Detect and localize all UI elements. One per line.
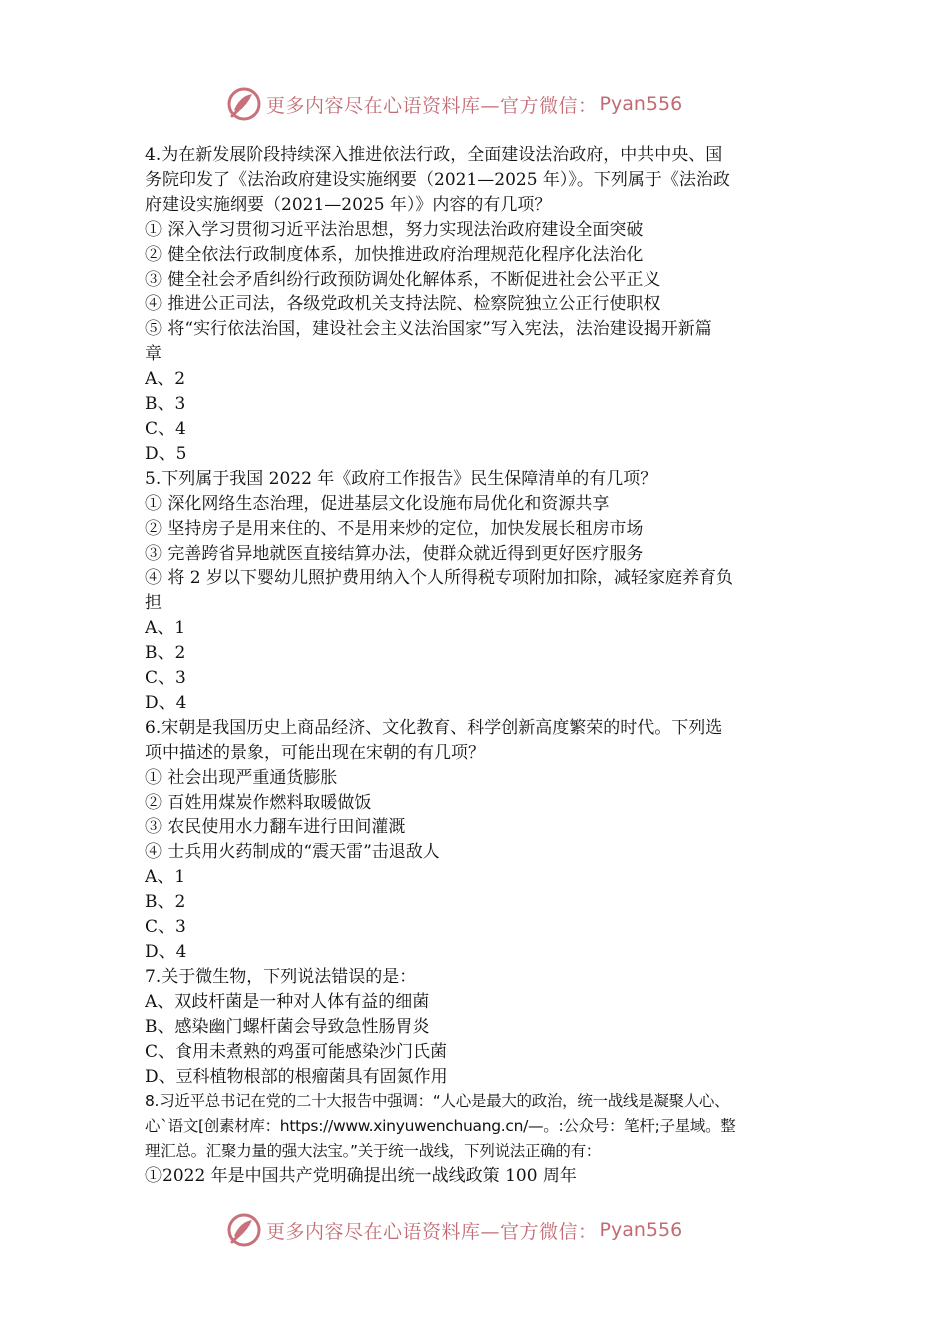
banner-text: 更多内容尽在心语资料库—官方微信： [266, 1220, 598, 1243]
text-line: B、感染幽门螺杆菌会导致急性肠胃炎 [145, 1016, 430, 1037]
text-line: ① 社会出现严重通货膨胀 [145, 767, 338, 788]
pen-logo-icon [226, 86, 262, 122]
text-line: ③ 健全社会矛盾纠纷行政预防调处化解体系，不断促进社会公平正义 [145, 269, 661, 290]
text-line: 6.宋朝是我国历史上商品经济、文化教育、科学创新高度繁荣的时代。下列选 [145, 717, 723, 738]
text-line: B、2 [145, 643, 186, 664]
text-line: 担 [145, 593, 162, 614]
text-line: D、4 [145, 942, 187, 962]
pen-logo-icon [226, 1212, 262, 1248]
text-line: 理汇总。汇聚力量的强大法宝。”关于统一战线，下列说法正确的有： [145, 1142, 601, 1161]
text-line: ② 百姓用煤炭作燃料取暖做饭 [145, 792, 372, 813]
text-line: ③ 农民使用水力翻车进行田间灌溉 [145, 817, 406, 838]
text-line: D、5 [145, 443, 187, 464]
text-line: C、3 [145, 917, 186, 938]
text-line: ② 坚持房子是用来住的、不是用来炒的定位，加快发展长租房市场 [145, 518, 644, 539]
text-line: C、3 [145, 668, 186, 689]
text-line: C、4 [145, 418, 186, 439]
text-line: ④ 将 2 岁以下婴幼儿照护费用纳入个人所得税专项附加扣除，减轻家庭养育负 [145, 568, 734, 589]
header-watermark-banner [226, 84, 682, 124]
document-body [145, 143, 810, 1189]
text-line: ④ 士兵用火药制成的“震天雷”击退敌人 [145, 842, 440, 863]
text-line: B、3 [145, 394, 186, 415]
text-line: ④ 推进公正司法，各级党政机关支持法院、检察院独立公正行使职权 [145, 294, 661, 315]
footer-watermark-banner [226, 1210, 682, 1250]
banner-wechat-id: Pyan556 [599, 1219, 683, 1241]
text-line: A、双歧杆菌是一种对人体有益的细菌 [145, 991, 430, 1012]
text-line: C、食用未煮熟的鸡蛋可能感染沙门氏菌 [145, 1041, 448, 1062]
text-line: A、1 [145, 618, 186, 639]
text-line: B、2 [145, 892, 186, 913]
text-line: A、1 [145, 867, 186, 888]
text-line: D、豆科植物根部的根瘤菌具有固氮作用 [145, 1066, 448, 1087]
text-line: ①2022 年是中国共产党明确提出统一战线政策 100 周年 [145, 1166, 577, 1187]
banner-text: 更多内容尽在心语资料库—官方微信： [266, 94, 598, 117]
text-line: D、4 [145, 692, 187, 713]
text-line: 务院印发了《法治政府建设实施纲要（2021—2025 年）》。下列属于《法治政 [145, 169, 730, 190]
text-line: 4.为在新发展阶段持续深入推进依法行政，全面建设法治政府，中共中央、国 [145, 145, 723, 165]
text-line: ① 深化网络生态治理，促进基层文化设施布局优化和资源共享 [145, 493, 610, 514]
text-line: A、2 [145, 369, 186, 390]
text-line: 项中描述的景象，可能出现在宋朝的有几项？ [145, 742, 485, 763]
text-line: 府建设实施纲要（2021—2025 年）》内容的有几项？ [145, 194, 552, 215]
text-line: ③ 完善跨省异地就医直接结算办法，使群众就近得到更好医疗服务 [145, 543, 644, 564]
text-line: ⑤ 将“实行依法治国，建设社会主义法治国家”写入宪法，法治建设揭开新篇 [145, 319, 712, 340]
text-line: 7.关于微生物，下列说法错误的是： [145, 966, 417, 987]
text-line: 章 [145, 344, 162, 365]
text-line: 心`语文[创素材库：https://www.xinyuwenchuang.cn/—。:公众号：笔杆;子星域。整 [145, 1117, 736, 1136]
text-line: 5.下列属于我国 2022 年《政府工作报告》民生保障清单的有几项？ [145, 468, 658, 489]
text-line: 8.习近平总书记在党的二十大报告中强调：“人心是最大的政治，统一战线是凝聚人心、 [145, 1092, 730, 1111]
text-line: ① 深入学习贯彻习近平法治思想，努力实现法治政府建设全面突破 [145, 219, 644, 240]
banner-wechat-id: Pyan556 [599, 93, 683, 115]
text-line: ② 健全依法行政制度体系，加快推进政府治理规范化程序化法治化 [145, 244, 644, 265]
